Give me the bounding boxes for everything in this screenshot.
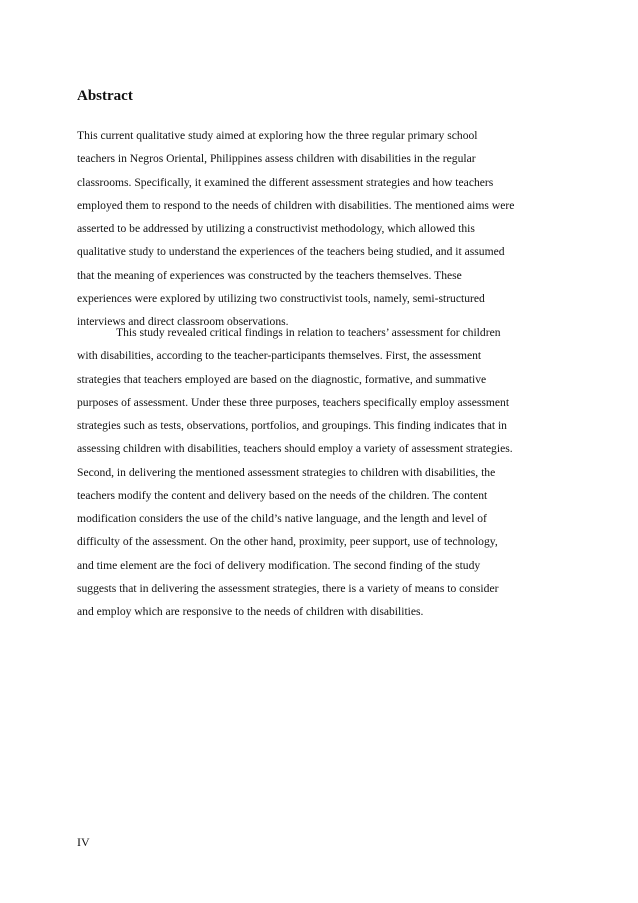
paragraph-line: employed them to respond to the needs of children with disabilities. The mentioned aims were xyxy=(77,198,515,212)
paragraph-line: assessing children with disabilities, teachers should employ a variety of assessment strategies. xyxy=(77,442,513,456)
abstract-paragraph-1 xyxy=(77,124,557,333)
paragraph-line: and employ which are responsive to the needs of children with disabilities. xyxy=(77,605,424,618)
paragraph-line: classrooms. Specifically, it examined the different assessment strategies and how teachers xyxy=(77,175,494,189)
paragraph-line: purposes of assessment. Under these three purposes, teachers specifically employ assessment xyxy=(77,395,510,409)
paragraph-line: qualitative study to understand the experiences of the teachers being studied, and it assumed xyxy=(77,245,505,259)
paragraph-line: experiences were explored by utilizing two constructivist tools, namely, semi-structured xyxy=(77,291,485,305)
paragraph-line: teachers modify the content and delivery based on the needs of the children. The content xyxy=(77,488,488,502)
paragraph-line: with disabilities, according to the teacher-participants themselves. First, the assessment xyxy=(77,349,482,363)
paragraph-line: strategies that teachers employed are based on the diagnostic, formative, and summative xyxy=(77,372,487,386)
paragraph-line: that the meaning of experiences was constructed by the teachers themselves. These xyxy=(77,268,462,282)
paragraph-line: and time element are the foci of delivery modification. The second finding of the study xyxy=(77,558,481,572)
paragraph-line: modification considers the use of the child’s native language, and the length and level of xyxy=(77,512,487,525)
paragraph-line: difficulty of the assessment. On the other hand, proximity, peer support, use of technology, xyxy=(77,535,498,549)
page-number: IV xyxy=(77,835,90,849)
paragraph-line: This study revealed critical findings in relation to teachers’ assessment for children xyxy=(116,326,501,339)
paragraph-line: Second, in delivering the mentioned assessment strategies to children with disabilities, the xyxy=(77,465,496,479)
paragraph-line: suggests that in delivering the assessment strategies, there is a variety of means to consider xyxy=(77,581,499,595)
abstract-heading: Abstract xyxy=(77,88,133,104)
paragraph-line: asserted to be addressed by utilizing a constructivist methodology, which allowed this xyxy=(77,222,475,235)
abstract-paragraph-2 xyxy=(77,321,557,623)
paragraph-line: This current qualitative study aimed at exploring how the three regular primary school xyxy=(77,129,478,142)
paragraph-line: interviews and direct classroom observations. xyxy=(77,315,289,328)
paragraph-line: teachers in Negros Oriental, Philippines assess children with disabilities in the regular xyxy=(77,152,476,166)
paragraph-line: strategies such as tests, observations, portfolios, and groupings. This finding indicates that in xyxy=(77,419,507,432)
